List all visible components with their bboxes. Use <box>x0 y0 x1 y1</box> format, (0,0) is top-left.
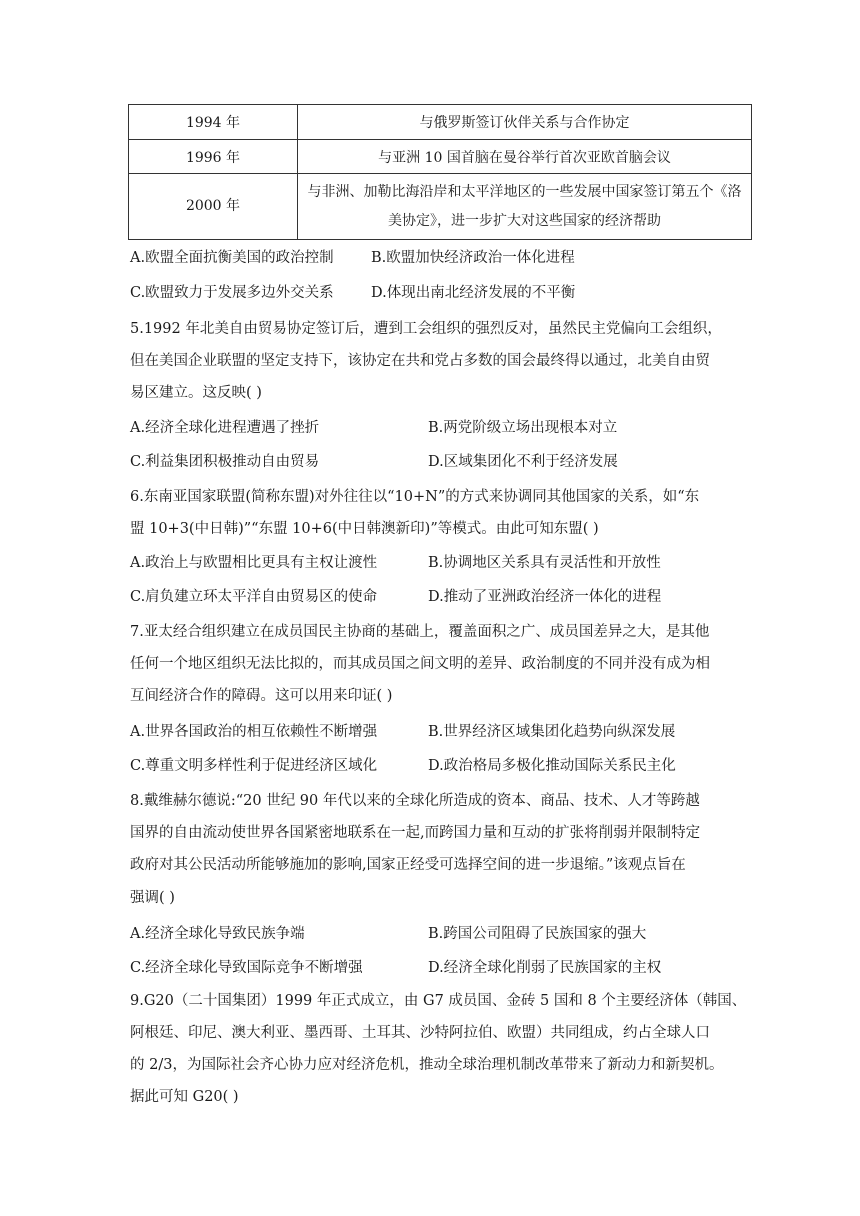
q9-stem-line: 的 2/3，为国际社会齐心协力应对经济危机，推动全球治理机制改革带来了新动力和新契机。 <box>130 1057 724 1073</box>
q8-stem-line: 政府对其公民活动所能够施加的影响,国家正经受可选择空间的进一步退缩。”该观点旨在 <box>130 857 686 873</box>
table-row <box>129 140 752 174</box>
event-cell: 与亚洲 10 国首脑在曼谷举行首次亚欧首脑会议 <box>298 140 752 174</box>
q4-option-d: D.体现出南北经济发展的不平衡 <box>371 285 576 301</box>
q7-option-c: C.尊重文明多样性利于促进经济区域化 <box>130 758 378 774</box>
q5-option-a: A.经济全球化进程遭遇了挫折 <box>130 420 320 436</box>
q5-option-c: C.利益集团积极推动自由贸易 <box>130 454 320 470</box>
event-line: 美协定》，进一步扩大对这些国家的经济帮助 <box>388 212 661 229</box>
q7-stem-line: 互间经济合作的障碍。这可以用来印证( ) <box>130 688 393 704</box>
q9-stem-line: 9.G20（二十国集团）1999 年正式成立，由 G7 成员国、金砖 5 国和 8 个主要经济体（韩国、 <box>130 993 747 1009</box>
event-cell <box>298 174 752 240</box>
q8-option-a: A.经济全球化导致民族争端 <box>130 926 305 942</box>
year-cell: 2000 年 <box>129 174 298 240</box>
q8-stem-line: 8.戴维赫尔德说:“20 世纪 90 年代以来的全球化所造成的资本、商品、技术、人才等跨越 <box>130 793 700 809</box>
q5-stem-line: 5.1992 年北美自由贸易协定签订后，遭到工会组织的强烈反对，虽然民主党偏向工会组织， <box>130 321 722 337</box>
q7-option-a: A.世界各国政治的相互依赖性不断增强 <box>130 724 378 740</box>
eu-events-table <box>128 104 752 240</box>
q6-option-d: D.推动了亚洲政治经济一体化的进程 <box>428 589 662 605</box>
q7-option-b: B.世界经济区域集团化趋势向纵深发展 <box>428 724 676 740</box>
q7-option-d: D.政治格局多极化推动国际关系民主化 <box>428 758 676 774</box>
q5-stem-line: 但在美国企业联盟的坚定支持下，该协定在共和党占多数的国会最终得以通过，北美自由贸 <box>130 353 710 369</box>
q6-stem-line: 盟 10+3(中日韩)”“东盟 10+6(中日韩澳新印)”等模式。由此可知东盟( ) <box>130 521 599 537</box>
q6-option-a: A.政治上与欧盟相比更具有主权让渡性 <box>130 555 378 571</box>
year-cell: 1994 年 <box>129 105 298 140</box>
q8-stem-line: 强调( ) <box>130 890 175 906</box>
year-cell: 1996 年 <box>129 140 298 174</box>
q6-option-b: B.协调地区关系具有灵活性和开放性 <box>428 555 661 571</box>
q7-stem-line: 任何一个地区组织无法比拟的，而其成员国之间文明的差异、政治制度的不同并没有成为相 <box>130 656 710 672</box>
q8-option-b: B.跨国公司阻碍了民族国家的强大 <box>428 926 647 942</box>
q8-stem-line: 国界的自由流动使世界各国紧密地联系在一起,而跨国力量和互动的扩张将削弱并限制特定 <box>130 825 701 841</box>
q6-stem-line: 6.东南亚国家联盟(简称东盟)对外往往以“10+N”的方式来协调同其他国家的关系，如“东 <box>130 489 700 505</box>
table-row <box>129 105 752 140</box>
q8-option-d: D.经济全球化削弱了民族国家的主权 <box>428 960 662 976</box>
event-line: 与非洲、加勒比海沿岸和太平洋地区的一些发展中国家签订第五个《洛 <box>307 183 742 200</box>
q4-option-a: A.欧盟全面抗衡美国的政治控制 <box>130 250 334 266</box>
q9-stem-line: 阿根廷、印尼、澳大利亚、墨西哥、土耳其、沙特阿拉伯、欧盟）共同组成，约占全球人口 <box>130 1025 710 1041</box>
q8-option-c: C.经济全球化导致国际竞争不断增强 <box>130 960 363 976</box>
q9-stem-line: 据此可知 G20( ) <box>130 1089 239 1105</box>
q6-option-c: C.肩负建立环太平洋自由贸易区的使命 <box>130 589 378 605</box>
q5-option-d: D.区域集团化不利于经济发展 <box>428 454 618 470</box>
q4-option-b: B.欧盟加快经济政治一体化进程 <box>371 250 575 266</box>
table-row <box>129 174 752 240</box>
event-cell: 与俄罗斯签订伙伴关系与合作协定 <box>298 105 752 140</box>
q5-stem-line: 易区建立。这反映( ) <box>130 385 262 401</box>
q7-stem-line: 7.亚太经合组织建立在成员国民主协商的基础上，覆盖面积之广、成员国差异之大，是其他 <box>130 624 710 640</box>
q4-option-c: C.欧盟致力于发展多边外交关系 <box>130 285 334 301</box>
q5-option-b: B.两党阶级立场出现根本对立 <box>428 420 618 436</box>
